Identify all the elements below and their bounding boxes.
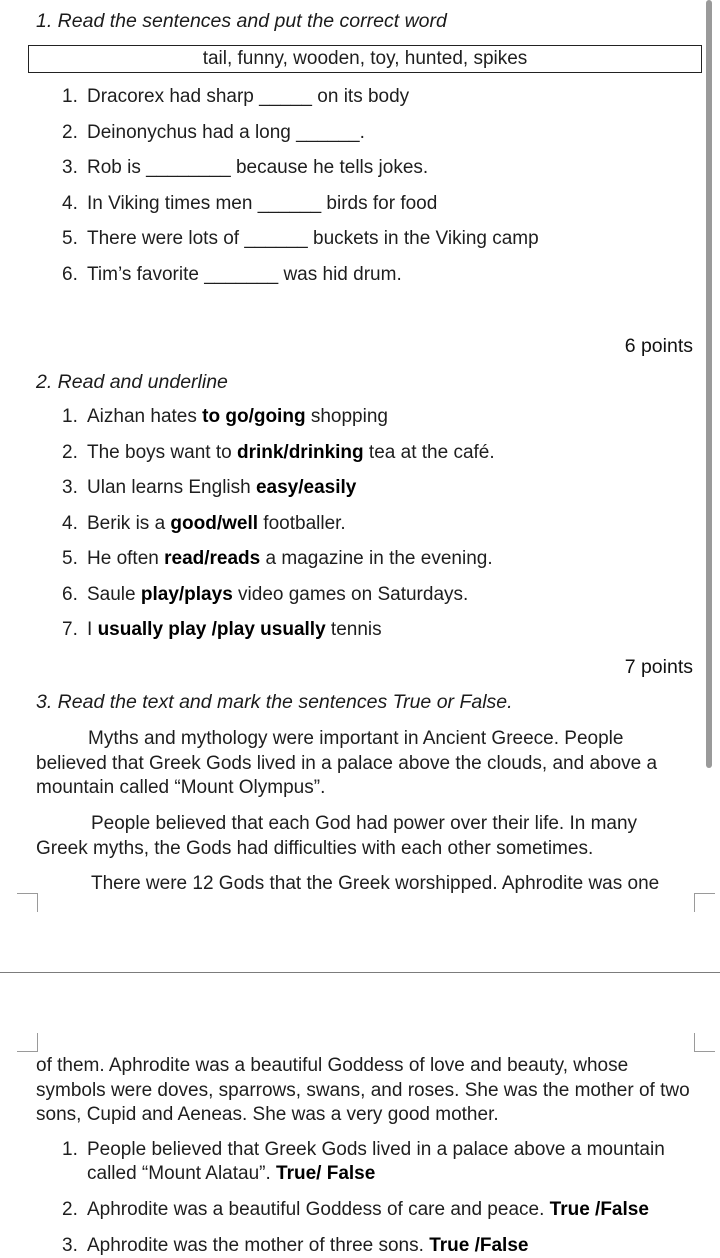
blank-line[interactable]: ______ bbox=[257, 193, 322, 214]
item-text-after: because he tells jokes. bbox=[230, 157, 429, 178]
page-corner-top-right bbox=[694, 1033, 715, 1052]
item-text-before: In Viking times men bbox=[87, 193, 258, 214]
item-number: 1. bbox=[62, 1139, 78, 1160]
scrollbar[interactable] bbox=[706, 0, 712, 768]
statement-text: People believed that Greek Gods lived in a palace above a mountain called “Mount Alatau”. bbox=[87, 1139, 665, 1184]
word-choice[interactable]: read/reads bbox=[164, 548, 261, 569]
item-text-before: Saule bbox=[87, 584, 141, 605]
underline-item bbox=[62, 548, 493, 570]
true-false-choice[interactable]: True /False bbox=[549, 1199, 649, 1220]
item-number: 7. bbox=[62, 619, 78, 640]
true-false-choice[interactable]: True /False bbox=[429, 1235, 529, 1256]
page-corner-bottom-right bbox=[694, 893, 715, 912]
word-choice[interactable]: usually play /play usually bbox=[97, 619, 326, 640]
item-text-before: There were lots of bbox=[87, 228, 245, 249]
gap-fill-item bbox=[62, 86, 409, 108]
section2-points: 7 points bbox=[624, 656, 693, 678]
item-number: 3. bbox=[62, 157, 78, 178]
paragraph-1-rest: believed that Greek Gods lived in a palace above the clouds, and above a mountain called “Mount Olympus”. bbox=[36, 752, 658, 798]
item-text-after: shopping bbox=[305, 406, 388, 427]
page-break-divider bbox=[0, 972, 720, 973]
item-text-before: Aizhan hates bbox=[87, 406, 203, 427]
paragraph-2 bbox=[36, 812, 686, 861]
gap-fill-item bbox=[62, 193, 437, 215]
item-text-after: . bbox=[359, 122, 365, 143]
item-number: 1. bbox=[62, 86, 78, 107]
item-text-after: on its body bbox=[312, 86, 410, 107]
underline-item bbox=[62, 406, 388, 428]
gap-fill-item bbox=[62, 157, 428, 179]
true-false-statement bbox=[62, 1234, 702, 1258]
gap-fill-item bbox=[62, 122, 365, 144]
item-text-after: was hid drum. bbox=[278, 264, 402, 285]
section2-heading: 2. Read and underline bbox=[36, 371, 228, 393]
section3-heading: 3. Read the text and mark the sentences True or False. bbox=[36, 691, 513, 713]
item-text-before: Berik is a bbox=[87, 513, 171, 534]
true-false-statement bbox=[62, 1198, 702, 1222]
blank-line[interactable]: ______ bbox=[296, 122, 360, 143]
item-number: 5. bbox=[62, 228, 78, 249]
page-corner-bottom-left bbox=[17, 893, 38, 912]
underline-item bbox=[62, 584, 468, 606]
item-number: 2. bbox=[62, 122, 78, 143]
item-text-after: video games on Saturdays. bbox=[232, 584, 469, 605]
page-corner-top-left bbox=[17, 1033, 38, 1052]
item-text-after: a magazine in the evening. bbox=[260, 548, 493, 569]
paragraph-1-line1: Myths and mythology were important in Ancient Greece. People bbox=[88, 728, 624, 749]
word-choice[interactable]: to go/going bbox=[202, 406, 306, 427]
blank-line[interactable]: _______ bbox=[204, 264, 279, 285]
true-false-statement bbox=[62, 1138, 702, 1186]
paragraph-2-line1: People believed that each God had power over their life. In many bbox=[91, 813, 638, 834]
item-text-after: tea at the café. bbox=[363, 442, 495, 463]
blank-line[interactable]: ________ bbox=[146, 157, 231, 178]
item-number: 6. bbox=[62, 584, 78, 605]
item-text-before: Deinonychus had a long bbox=[87, 122, 297, 143]
item-number: 3. bbox=[62, 477, 78, 498]
item-number: 5. bbox=[62, 548, 78, 569]
word-choice[interactable]: play/plays bbox=[140, 584, 233, 605]
item-number: 3. bbox=[62, 1235, 78, 1256]
paragraph-3-text: There were 12 Gods that the Greek worshipped. Aphrodite was one bbox=[91, 873, 660, 894]
true-false-choice[interactable]: True/ False bbox=[276, 1163, 376, 1184]
item-number: 2. bbox=[62, 1199, 78, 1220]
underline-item bbox=[62, 513, 346, 535]
item-text-after: tennis bbox=[325, 619, 382, 640]
gap-fill-item bbox=[62, 228, 539, 250]
item-text-after: footballer. bbox=[258, 513, 346, 534]
item-text-after: birds for food bbox=[321, 193, 438, 214]
underline-item bbox=[62, 442, 495, 464]
item-number: 6. bbox=[62, 264, 78, 285]
item-number: 1. bbox=[62, 406, 78, 427]
item-text-before: I bbox=[87, 619, 98, 640]
item-text-before: Rob is bbox=[87, 157, 147, 178]
statement-text: Aphrodite was the mother of three sons. bbox=[87, 1235, 430, 1256]
paragraph-3-line1 bbox=[36, 872, 686, 897]
item-text-after: buckets in the Viking camp bbox=[307, 228, 539, 249]
item-text-before: He often bbox=[87, 548, 165, 569]
item-number: 4. bbox=[62, 513, 78, 534]
section1-heading: 1. Read the sentences and put the correct word bbox=[36, 10, 447, 32]
item-text-before: Tim’s favorite bbox=[87, 264, 205, 285]
statement-text: Aphrodite was a beautiful Goddess of care and peace. bbox=[87, 1199, 550, 1220]
item-text-before: Dracorex had sharp bbox=[87, 86, 260, 107]
item-number: 2. bbox=[62, 442, 78, 463]
section1-points: 6 points bbox=[624, 335, 693, 357]
paragraph-1 bbox=[36, 727, 686, 801]
item-number: 4. bbox=[62, 193, 78, 214]
word-choice[interactable]: good/well bbox=[170, 513, 259, 534]
paragraph-2-rest: Greek myths, the Gods had difficulties with each other sometimes. bbox=[36, 837, 594, 859]
word-choice[interactable]: drink/drinking bbox=[236, 442, 364, 463]
underline-item bbox=[62, 477, 356, 499]
blank-line[interactable]: ______ bbox=[244, 228, 308, 249]
word-box: tail, funny, wooden, toy, hunted, spikes bbox=[28, 45, 702, 73]
item-text-before: The boys want to bbox=[87, 442, 237, 463]
blank-line[interactable]: _____ bbox=[259, 86, 312, 107]
word-choice[interactable]: easy/easily bbox=[255, 477, 357, 498]
underline-item bbox=[62, 619, 382, 641]
gap-fill-item bbox=[62, 264, 402, 286]
item-text-before: Ulan learns English bbox=[87, 477, 256, 498]
paragraph-3-continued: of them. Aphrodite was a beautiful Goddess of love and beauty, whose symbols were doves, sparrows, swans, and roses. She was the mother of two sons, Cupid and Aeneas. She was a very good mother. bbox=[36, 1055, 690, 1125]
